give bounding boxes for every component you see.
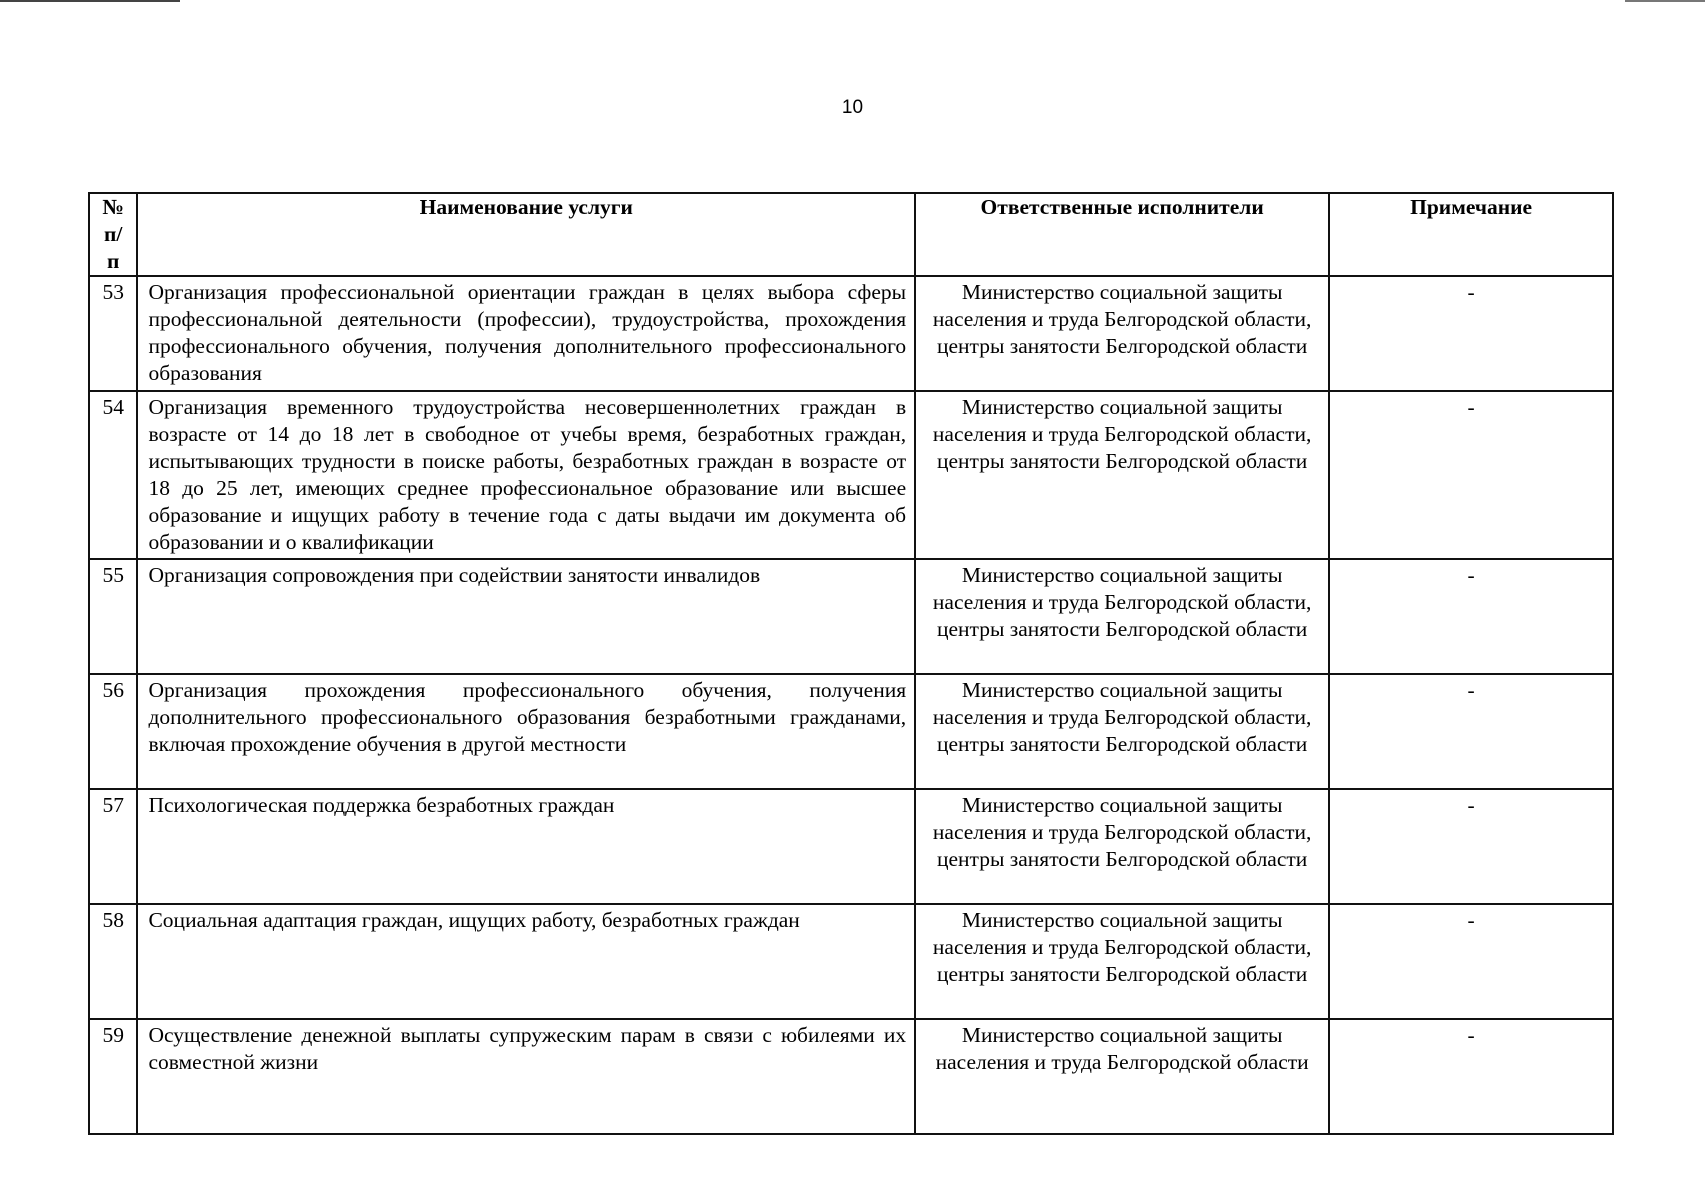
- header-executors: Ответственные исполнители: [915, 193, 1329, 276]
- header-number: № п/п: [89, 193, 137, 276]
- responsible-executors: Министерство социальной защиты населения и труда Белгородской области, центры занятости Белгородской области: [915, 276, 1329, 391]
- service-name: Психологическая поддержка безработных граждан: [137, 789, 915, 904]
- header-service-name: Наименование услуги: [137, 193, 915, 276]
- service-name: Организация сопровождения при содействии занятости инвалидов: [137, 559, 915, 674]
- responsible-executors: Министерство социальной защиты населения и труда Белгородской области, центры занятости Белгородской области: [915, 904, 1329, 1019]
- services-table: [88, 192, 1614, 1135]
- service-name: Организация временного трудоустройства несовершеннолетних граждан в возрасте от 14 до 18 лет в свободное от учебы время, безработных граждан, испытывающих трудности в поиске работы, безработных граждан в возрасте от 18 до 25 лет, имеющих среднее профессиональное образование или высшее образование и ищущих работу в течение года с даты выдачи им документа об образовании и о квалификации: [137, 391, 915, 559]
- row-number: 56: [89, 674, 137, 789]
- table-row: [89, 674, 1613, 789]
- table-row: [89, 559, 1613, 674]
- note: -: [1329, 559, 1613, 674]
- table-row: [89, 1019, 1613, 1134]
- service-name: Осуществление денежной выплаты супружеским парам в связи с юбилеями их совместной жизни: [137, 1019, 915, 1134]
- table-row: [89, 391, 1613, 559]
- scan-border-top-left: [0, 0, 180, 2]
- header-note: Примечание: [1329, 193, 1613, 276]
- row-number: 59: [89, 1019, 137, 1134]
- responsible-executors: Министерство социальной защиты населения и труда Белгородской области, центры занятости Белгородской области: [915, 789, 1329, 904]
- table-row: [89, 276, 1613, 391]
- note: -: [1329, 789, 1613, 904]
- table-row: [89, 789, 1613, 904]
- note: -: [1329, 674, 1613, 789]
- note: -: [1329, 391, 1613, 559]
- scan-border-top-right: [1625, 0, 1705, 2]
- note: -: [1329, 1019, 1613, 1134]
- table-row: [89, 904, 1613, 1019]
- responsible-executors: Министерство социальной защиты населения и труда Белгородской области, центры занятости Белгородской области: [915, 391, 1329, 559]
- row-number: 54: [89, 391, 137, 559]
- responsible-executors: Министерство социальной защиты населения и труда Белгородской области, центры занятости Белгородской области: [915, 674, 1329, 789]
- service-name: Организация профессиональной ориентации граждан в целях выбора сферы профессиональной деятельности (профессии), трудоустройства, прохождения профессионального обучения, получения дополнительного профессионального образования: [137, 276, 915, 391]
- service-name: Организация прохождения профессионального обучения, получения дополнительного профессионального образования безработными гражданами, включая прохождение обучения в другой местности: [137, 674, 915, 789]
- row-number: 57: [89, 789, 137, 904]
- responsible-executors: Министерство социальной защиты населения и труда Белгородской области: [915, 1019, 1329, 1134]
- row-number: 58: [89, 904, 137, 1019]
- table-header-row: [89, 193, 1613, 276]
- row-number: 53: [89, 276, 137, 391]
- page-number: 10: [841, 97, 864, 118]
- note: -: [1329, 276, 1613, 391]
- row-number: 55: [89, 559, 137, 674]
- responsible-executors: Министерство социальной защиты населения и труда Белгородской области, центры занятости Белгородской области: [915, 559, 1329, 674]
- service-name: Социальная адаптация граждан, ищущих работу, безработных граждан: [137, 904, 915, 1019]
- note: -: [1329, 904, 1613, 1019]
